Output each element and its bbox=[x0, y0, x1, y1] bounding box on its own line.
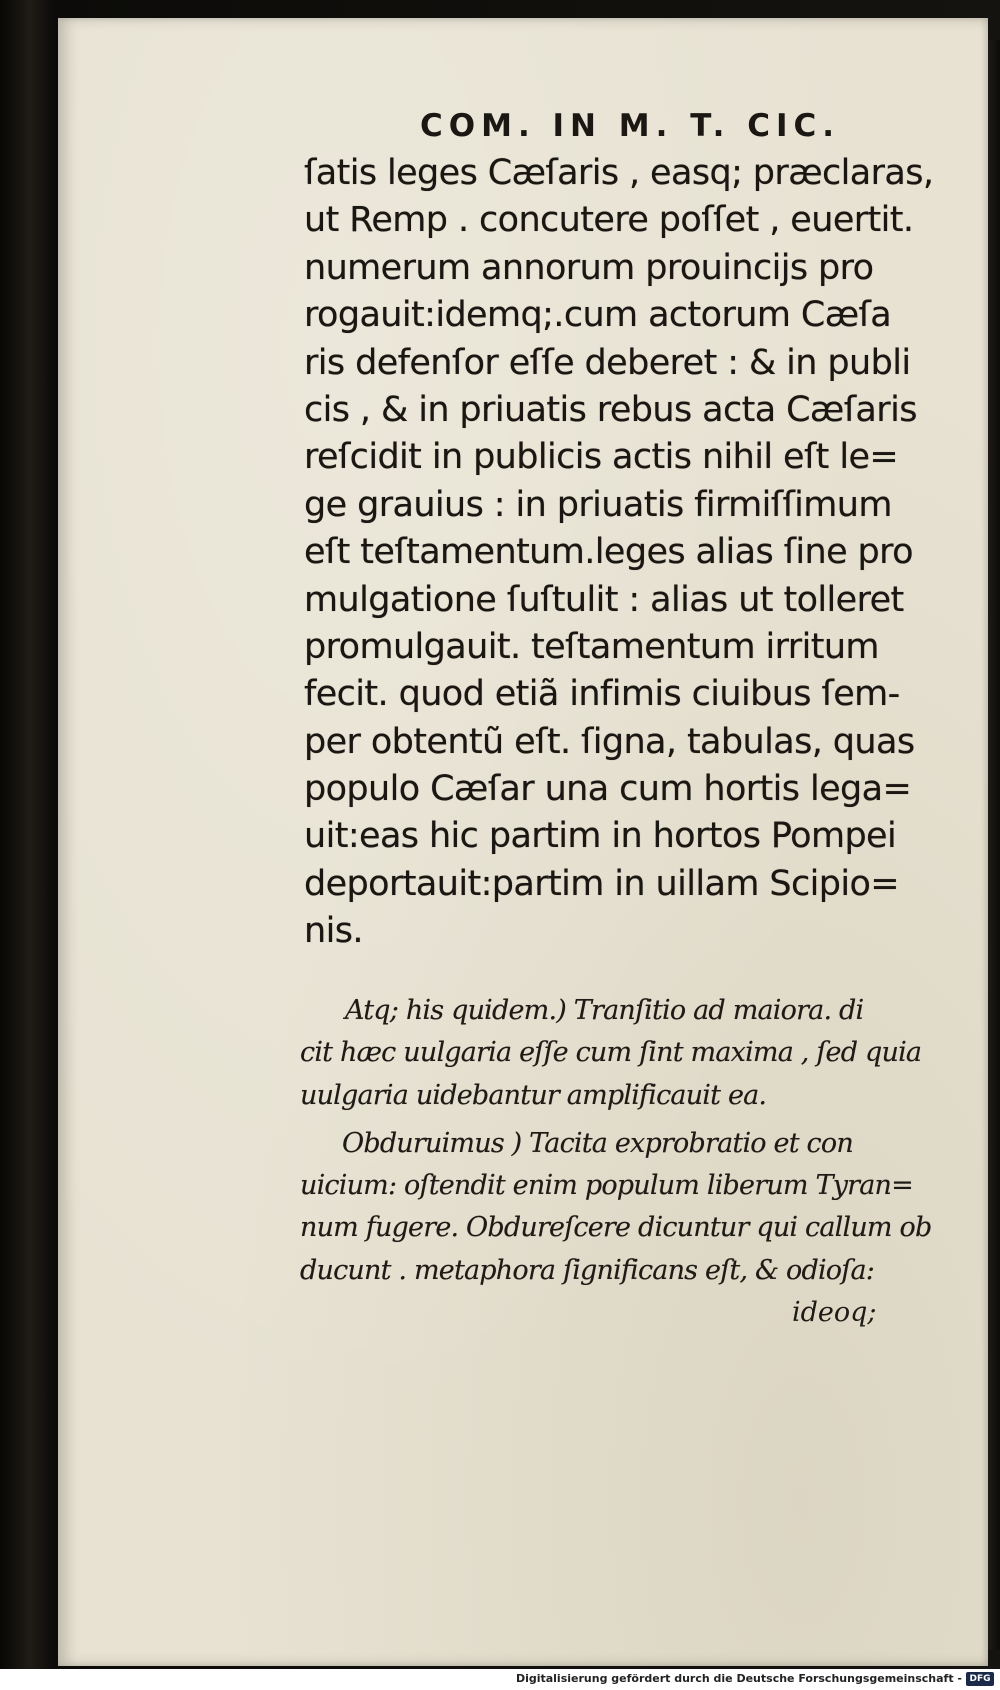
commentary-line: Atq; his quidem.) Tranſitio ad maiora. di bbox=[345, 995, 864, 1026]
main-text-block bbox=[304, 150, 954, 956]
main-text-line: fecit. quod etiã infimis ciuibus ſem- bbox=[304, 674, 900, 715]
main-text-line: populo Cæſar una cum hortis lega= bbox=[304, 769, 912, 810]
main-text-line: ge grauius : in priuatis firmiſſimum bbox=[304, 484, 892, 525]
main-text-line: nis. bbox=[304, 911, 363, 952]
main-text-line: uit:eas hic partim in hortos Pompei bbox=[304, 816, 897, 857]
main-text-line: cis , & in priuatis rebus acta Cæſaris bbox=[304, 389, 917, 430]
main-text-line: reſcidit in publicis actis nihil eſt le= bbox=[304, 437, 899, 478]
main-text-line: eſt teſtamentum.leges alias ſine pro bbox=[304, 532, 913, 573]
commentary-line: uulgaria uidebantur amplificauit ea. bbox=[300, 1079, 767, 1111]
main-text-line: numerum annorum prouincijs pro bbox=[304, 247, 874, 288]
commentary-line: ducunt . metaphora ſignificans eſt, & odioſa: bbox=[300, 1254, 875, 1286]
main-text-line: ut Remp . concutere poſſet , euertit. bbox=[304, 200, 914, 241]
footer-bar bbox=[0, 1669, 1000, 1690]
main-text-line: per obtentũ eſt. ſigna, tabulas, quas bbox=[304, 721, 915, 762]
commentary-block bbox=[300, 990, 940, 1292]
commentary-line: uicium: oſtendit enim populum liberum Tyran= bbox=[300, 1170, 913, 1202]
dfg-logo-icon: DFG bbox=[966, 1672, 994, 1686]
main-text-line: mulgatione ſuſtulit : alias ut tolleret bbox=[304, 579, 904, 620]
running-head: COM. IN M. T. CIC. bbox=[420, 108, 841, 144]
commentary-line: Obduruimus ) Tacita exprobratio et con bbox=[342, 1127, 853, 1159]
commentary-line: cit hæc uulgaria eſſe cum ſint maxima , ſed quia bbox=[300, 1037, 922, 1069]
main-text-line: ris defenſor eſſe deberet : & in publi bbox=[304, 342, 911, 383]
commentary-line: num fugere. Obdureſcere dicuntur qui callum ob bbox=[300, 1212, 932, 1244]
footer-credit: Digitalisierung gefördert durch die Deutsche Forschungsgemeinschaft - bbox=[515, 1672, 962, 1685]
catchword: ideoq; bbox=[792, 1297, 877, 1328]
main-text-line: deportauit:partim in uillam Scipio= bbox=[304, 863, 900, 904]
main-text-line: promulgauit. teſtamentum irritum bbox=[304, 626, 879, 667]
main-text-line: rogauit:idemq;.cum actorum Cæſa bbox=[304, 295, 892, 336]
main-text-line: ſatis leges Cæſaris , easq; præclaras, bbox=[304, 153, 934, 193]
